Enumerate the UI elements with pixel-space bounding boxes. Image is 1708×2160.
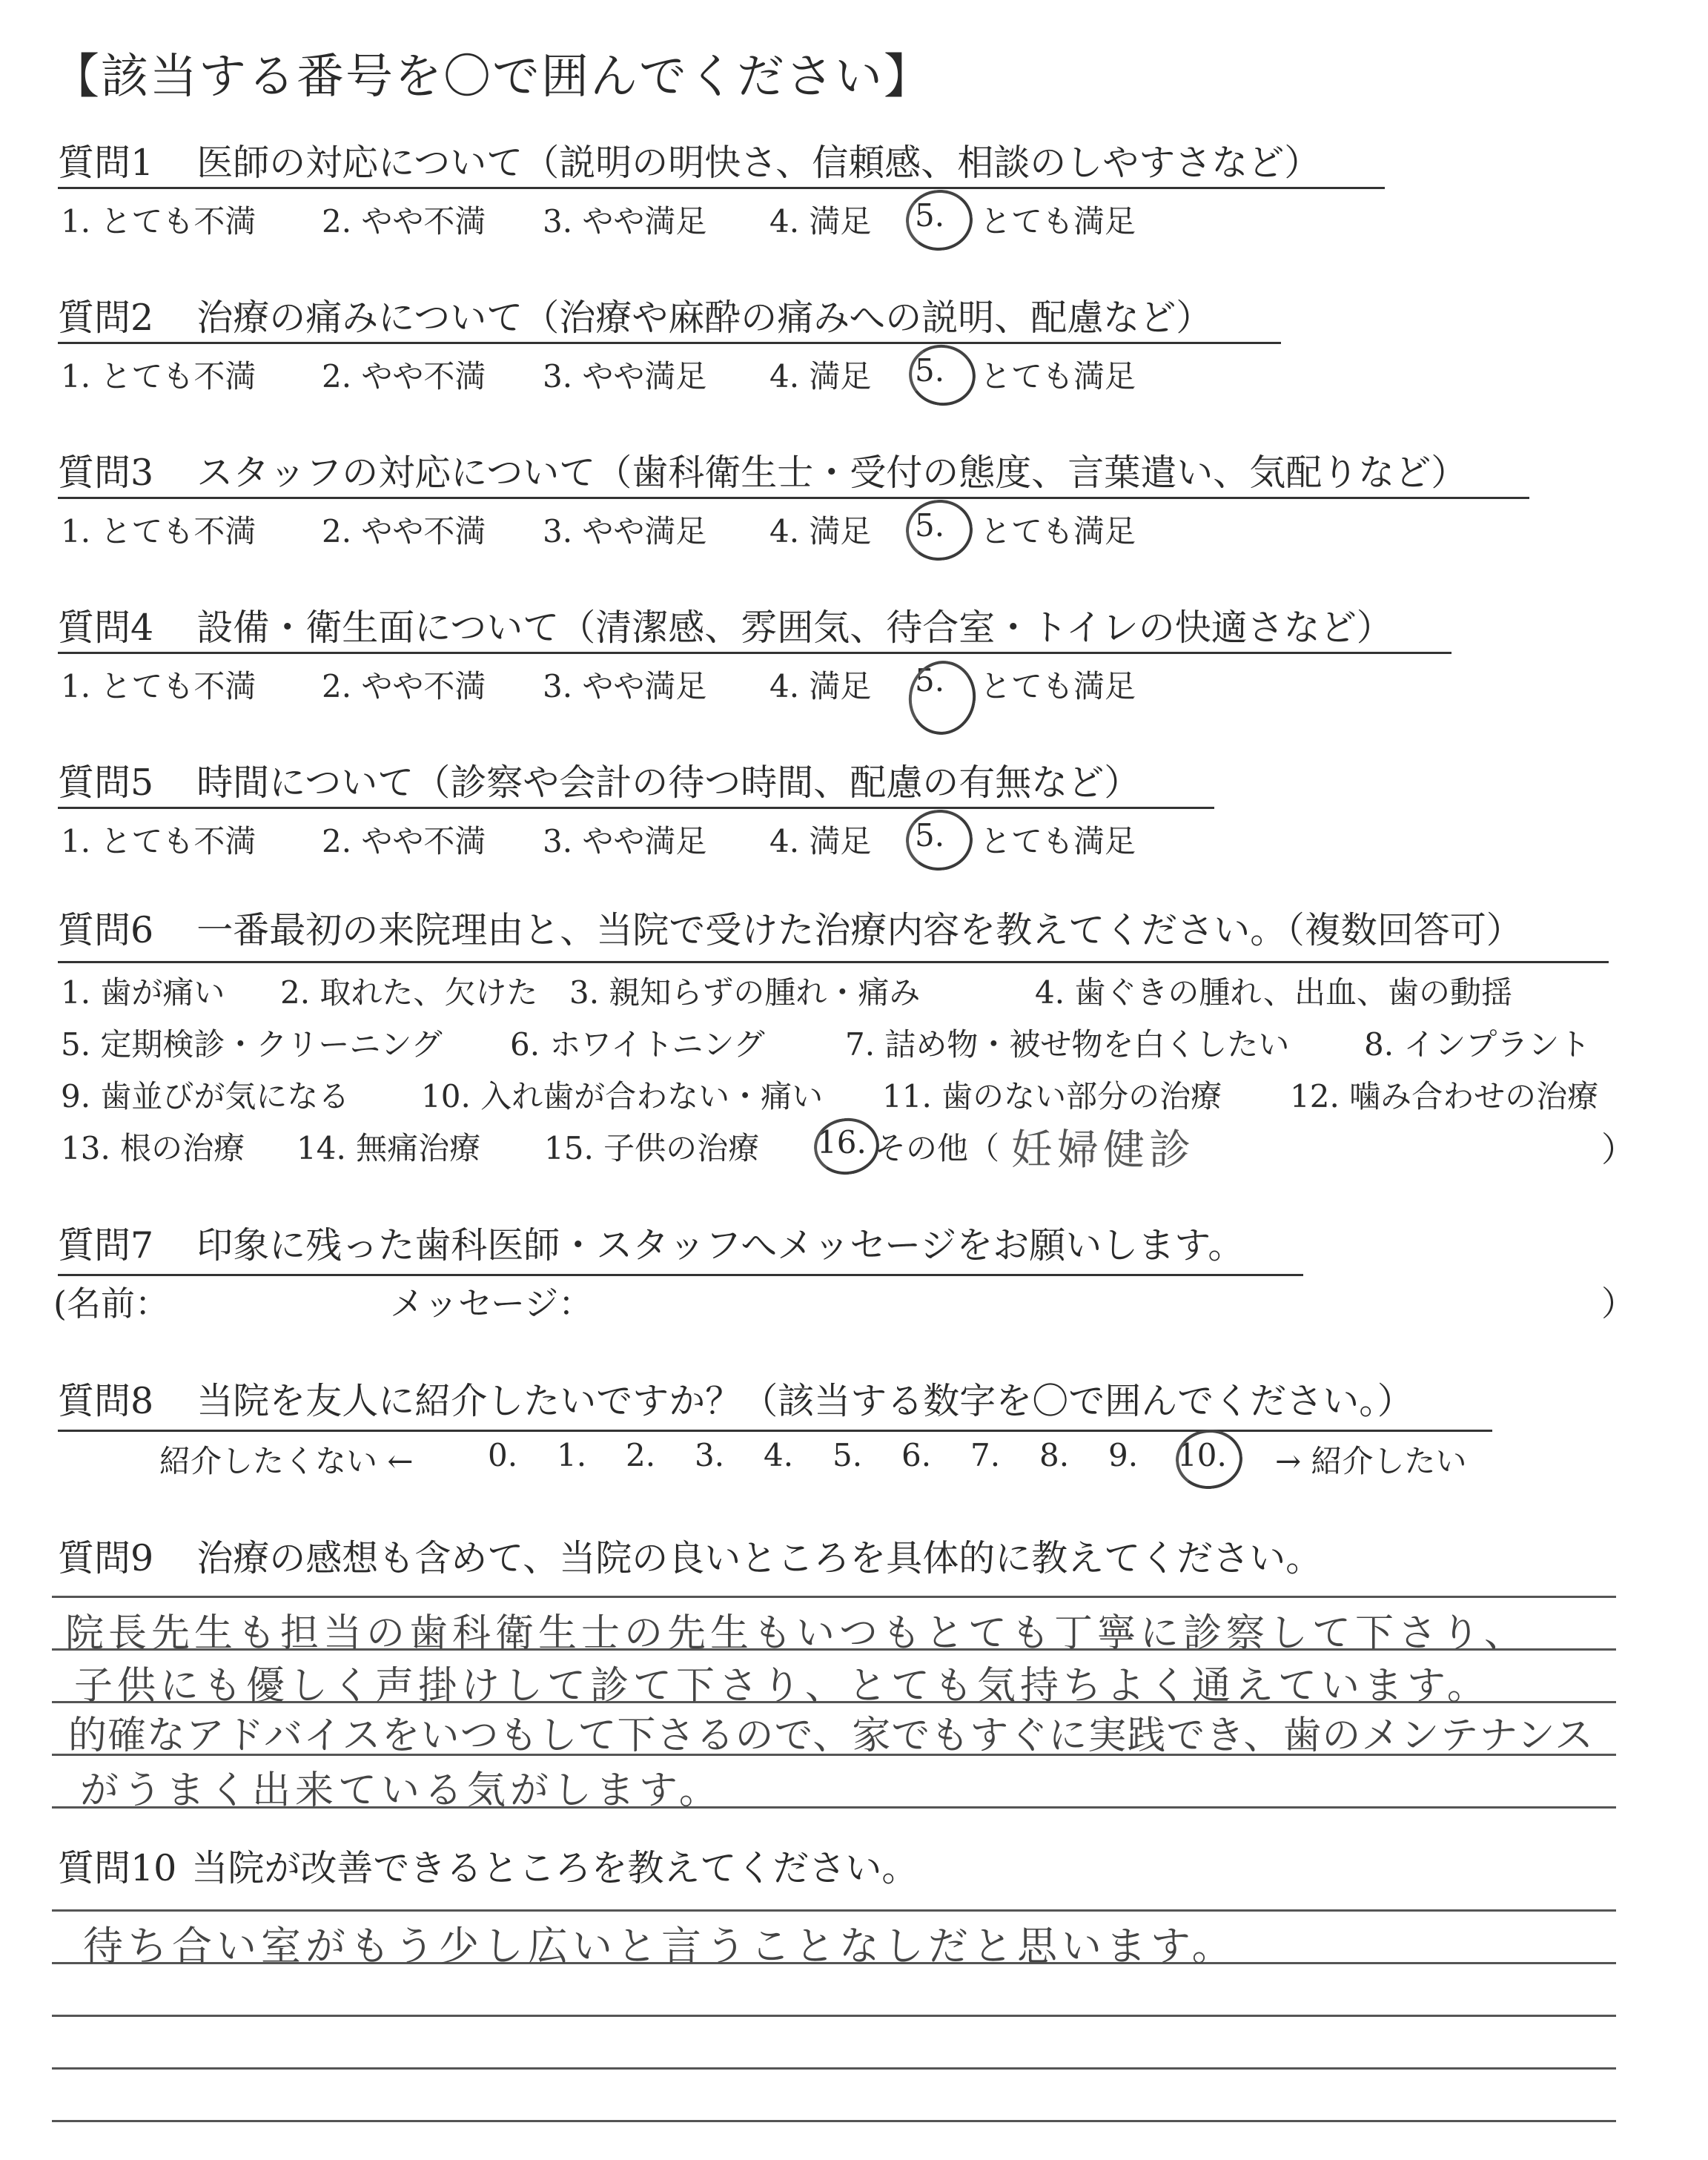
rating-option: 2. やや不満 — [322, 203, 486, 240]
answer-handwriting: がうまく出来ている気がします。 — [80, 1768, 722, 1813]
q6-option: 12. 噛み合わせの治療 — [1290, 1078, 1599, 1114]
question-7 — [58, 1223, 1244, 1268]
q6-option: 5. 定期検診・クリーニング — [61, 1026, 443, 1063]
question-2 — [58, 296, 1212, 340]
rating-option: 4. 満足 — [769, 203, 872, 240]
rating-option: 3. やや満足 — [543, 203, 707, 240]
underline — [58, 342, 1281, 344]
question-1 — [58, 141, 1320, 185]
q6-option: 7. 詰め物・被せ物を白くしたい — [845, 1026, 1290, 1063]
underline — [58, 1430, 1492, 1432]
answer-line — [52, 1596, 1616, 1598]
question-8 — [58, 1379, 1414, 1424]
rating-option: 4. 満足 — [769, 823, 872, 859]
q6-option: 8. インプラント — [1364, 1026, 1591, 1063]
rating-option: 5. — [915, 817, 945, 853]
page-title: 【該当する番号を〇で囲んでください】 — [52, 50, 933, 105]
scale-number: 5. — [833, 1437, 863, 1473]
scale-number: 9. — [1108, 1437, 1139, 1473]
answer-line — [52, 2120, 1616, 2122]
question-number: 質問2 — [58, 297, 154, 339]
scale-number: 0. — [488, 1437, 518, 1473]
q6-option: 10. 入れ歯が合わない・痛い — [421, 1078, 824, 1114]
question-text: 一番最初の来院理由と、当院で受けた治療内容を教えてください。（複数回答可） — [196, 909, 1523, 951]
selection-circle — [904, 340, 981, 411]
underline — [58, 497, 1529, 499]
selection-circle — [1173, 1427, 1245, 1493]
question-text: 時間について（診察や会計の待つ時間、配慮の有無など） — [196, 762, 1141, 804]
q6-option: 4. 歯ぐきの腫れ、出血、歯の動揺 — [1035, 974, 1512, 1011]
other-handwriting: 妊婦健診 — [1011, 1126, 1195, 1175]
q6-option: 3. 親知らずの腫れ・痛み — [569, 974, 921, 1011]
question-10 — [58, 1846, 918, 1891]
selection-circle — [903, 187, 976, 254]
question-number: 質問10 — [58, 1847, 177, 1889]
underline — [58, 652, 1452, 654]
question-text: 当院が改善できるところを教えてください。 — [191, 1847, 918, 1889]
answer-line — [52, 2015, 1616, 2017]
scale-number: 7. — [970, 1437, 1001, 1473]
rating-option: 5. — [915, 352, 945, 389]
question-9 — [58, 1536, 1322, 1581]
rating-option: 2. やや不満 — [322, 668, 486, 704]
scale-number: 10. — [1177, 1437, 1227, 1473]
close-paren: ） — [1601, 1284, 1635, 1324]
q6-option: 9. 歯並びが気になる — [61, 1078, 350, 1114]
question-number: 質問6 — [58, 909, 154, 951]
rating-option: 3. やや満足 — [543, 823, 707, 859]
question-number: 質問7 — [58, 1224, 154, 1266]
q6-option: 6. ホワイトニング — [510, 1026, 765, 1063]
q6-option: 1. 歯が痛い — [61, 974, 225, 1011]
q6-option: 2. 取れた、欠けた — [280, 974, 538, 1011]
message-label: メッセージ： — [390, 1284, 593, 1324]
scale-right-label: → 紹介したい — [1275, 1443, 1467, 1479]
rating-option: 1. とても不満 — [61, 203, 256, 240]
answer-line — [52, 2067, 1616, 2070]
answer-handwriting: 的確なアドバイスをいつもして下さるので、家でもすぐに実践でき、歯のメンテナンス — [68, 1714, 1595, 1758]
scale-number: 1. — [557, 1437, 587, 1473]
question-number: 質問8 — [58, 1380, 154, 1422]
rating-option: 5. — [915, 197, 945, 234]
rating-option: 2. やや不満 — [322, 823, 486, 859]
q6-option: 11. 歯のない部分の治療 — [882, 1078, 1222, 1114]
scale-number: 6. — [901, 1437, 932, 1473]
question-4 — [58, 606, 1393, 650]
rating-option: 2. やや不満 — [322, 358, 486, 394]
name-label: (名前： — [53, 1284, 169, 1324]
rating-option: 1. とても不満 — [61, 513, 256, 549]
rating-option: 3. やや満足 — [543, 668, 707, 704]
question-text: 医師の対応について（説明の明快さ、信頼感、相談のしやすさなど） — [196, 142, 1321, 184]
rating-option: とても満足 — [980, 513, 1136, 549]
underline — [58, 807, 1214, 809]
rating-option: とても満足 — [980, 358, 1136, 394]
scale-number: 4. — [764, 1437, 794, 1473]
question-number: 質問1 — [58, 142, 154, 184]
close-paren: ） — [1601, 1129, 1635, 1169]
rating-option: とても満足 — [980, 823, 1136, 859]
rating-option: とても満足 — [980, 203, 1136, 240]
q6-option: 14. 無痛治療 — [297, 1130, 481, 1166]
question-6 — [58, 908, 1523, 953]
question-text: 印象に残った歯科医師・スタッフへメッセージをお願いします。 — [196, 1224, 1245, 1266]
rating-option: 1. とても不満 — [61, 358, 256, 394]
selection-circle — [903, 807, 976, 874]
scale-number: 2. — [626, 1437, 656, 1473]
scale-number: 3. — [695, 1437, 725, 1473]
answer-handwriting: 子供にも優しく声掛けして診て下さり、とても気持ちよく通えています。 — [74, 1664, 1490, 1708]
question-number: 質問5 — [58, 762, 154, 804]
question-number: 質問9 — [58, 1537, 154, 1579]
answer-line — [52, 1909, 1616, 1912]
q6-option: その他（ — [875, 1130, 1000, 1166]
question-text: 設備・衛生面について（清潔感、雰囲気、待合室・トイレの快適さなど） — [196, 607, 1393, 649]
rating-option: 4. 満足 — [769, 668, 872, 704]
underline — [58, 187, 1385, 189]
rating-option: 4. 満足 — [769, 513, 872, 549]
question-text: 当院を友人に紹介したいですか？（該当する数字を〇で囲んでください。） — [196, 1380, 1414, 1422]
question-text: 治療の痛みについて（治療や麻酔の痛みへの説明、配慮など） — [196, 297, 1213, 339]
question-text: スタッフの対応について（歯科衛生士・受付の態度、言葉遣い、気配りなど） — [196, 452, 1468, 494]
question-3 — [58, 451, 1467, 495]
rating-option: 3. やや満足 — [543, 358, 707, 394]
rating-option: 2. やや不満 — [322, 513, 486, 549]
answer-handwriting: 待ち合い室がもう少し広いと言うことなしだと思います。 — [83, 1923, 1237, 1969]
rating-option: 4. 満足 — [769, 358, 872, 394]
rating-option: 3. やや満足 — [543, 513, 707, 549]
question-number: 質問4 — [58, 607, 154, 649]
scale-left-label: 紹介したくない ← — [159, 1443, 414, 1479]
answer-handwriting: 院長先生も担当の歯科衛生士の先生もいつもとても丁寧に診察して下さり、 — [65, 1611, 1528, 1656]
rating-option: 5. — [915, 662, 945, 698]
q6-option: 13. 根の治療 — [61, 1130, 245, 1166]
underline — [58, 961, 1609, 963]
selection-circle — [903, 497, 976, 564]
question-number: 質問3 — [58, 452, 154, 494]
scale-number: 8. — [1039, 1437, 1070, 1473]
underline — [58, 1274, 1303, 1276]
rating-option: とても満足 — [980, 668, 1136, 704]
q6-option: 15. 子供の治療 — [544, 1130, 760, 1166]
rating-option: 1. とても不満 — [61, 668, 256, 704]
rating-option: 5. — [915, 507, 945, 544]
question-5 — [58, 761, 1140, 805]
question-text: 治療の感想も含めて、当院の良いところを具体的に教えてください。 — [196, 1537, 1323, 1579]
q6-option: 16. — [817, 1124, 867, 1160]
rating-option: 1. とても不満 — [61, 823, 256, 859]
